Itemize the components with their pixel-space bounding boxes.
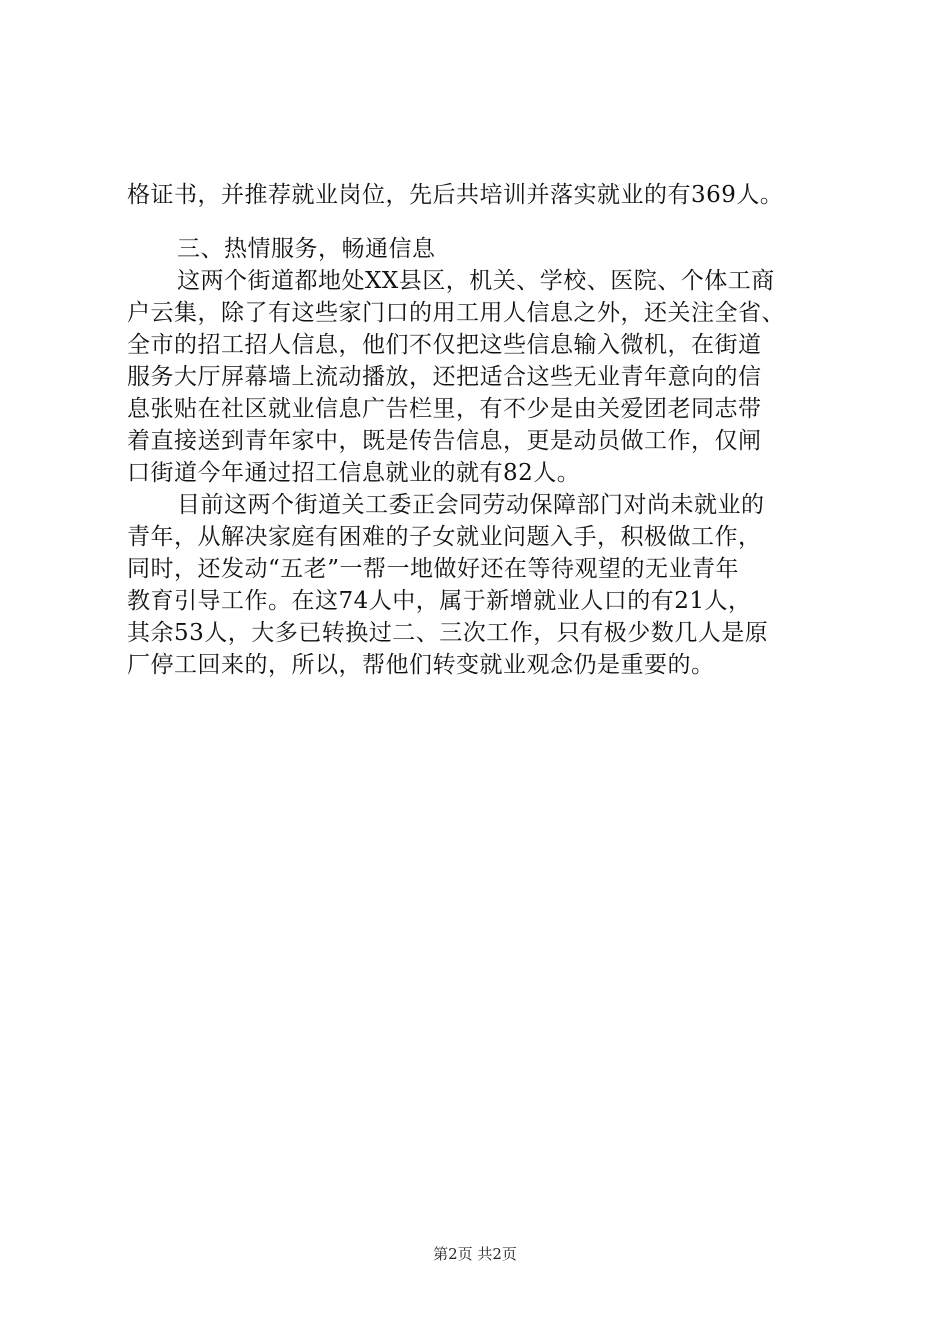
paragraph-line: 这两个街道都地处XX县区，机关、学校、医院、个体工商 bbox=[177, 268, 775, 294]
paragraph-line: 目前这两个街道关工委正会同劳动保障部门对尚未就业的 bbox=[177, 492, 765, 518]
paragraph-line: 厂停工回来的，所以，帮他们转变就业观念仍是重要的。 bbox=[127, 652, 715, 678]
paragraph-line: 同时，还发动“五老”一帮一地做好还在等待观望的无业青年 bbox=[127, 556, 740, 582]
section-heading: 三、热情服务，畅通信息 bbox=[177, 236, 436, 262]
paragraph-line: 全市的招工招人信息，他们不仅把这些信息输入微机，在街道 bbox=[127, 332, 762, 358]
page-number-footer: 第2页 共2页 bbox=[433, 1245, 517, 1263]
paragraph-line: 格证书，并推荐就业岗位，先后共培训并落实就业的有369人。 bbox=[127, 182, 784, 208]
paragraph-line: 口街道今年通过招工信息就业的就有82人。 bbox=[127, 460, 581, 486]
paragraph-line: 息张贴在社区就业信息广告栏里，有不少是由关爱团老同志带 bbox=[127, 396, 762, 422]
paragraph-line: 其余53人，大多已转换过二、三次工作，只有极少数几人是原 bbox=[127, 620, 769, 646]
paragraph-line: 服务大厅屏幕墙上流动播放，还把适合这些无业青年意向的信 bbox=[127, 364, 762, 390]
paragraph-line: 教育引导工作。在这74人中，属于新增就业人口的有21人， bbox=[127, 588, 752, 614]
paragraph-line: 户云集，除了有这些家门口的用工用人信息之外，还关注全省、 bbox=[127, 300, 785, 326]
paragraph-line: 青年，从解决家庭有困难的子女就业问题入手，积极做工作， bbox=[127, 524, 762, 550]
paragraph-line: 着直接送到青年家中，既是传告信息，更是动员做工作，仅闸 bbox=[127, 428, 762, 454]
